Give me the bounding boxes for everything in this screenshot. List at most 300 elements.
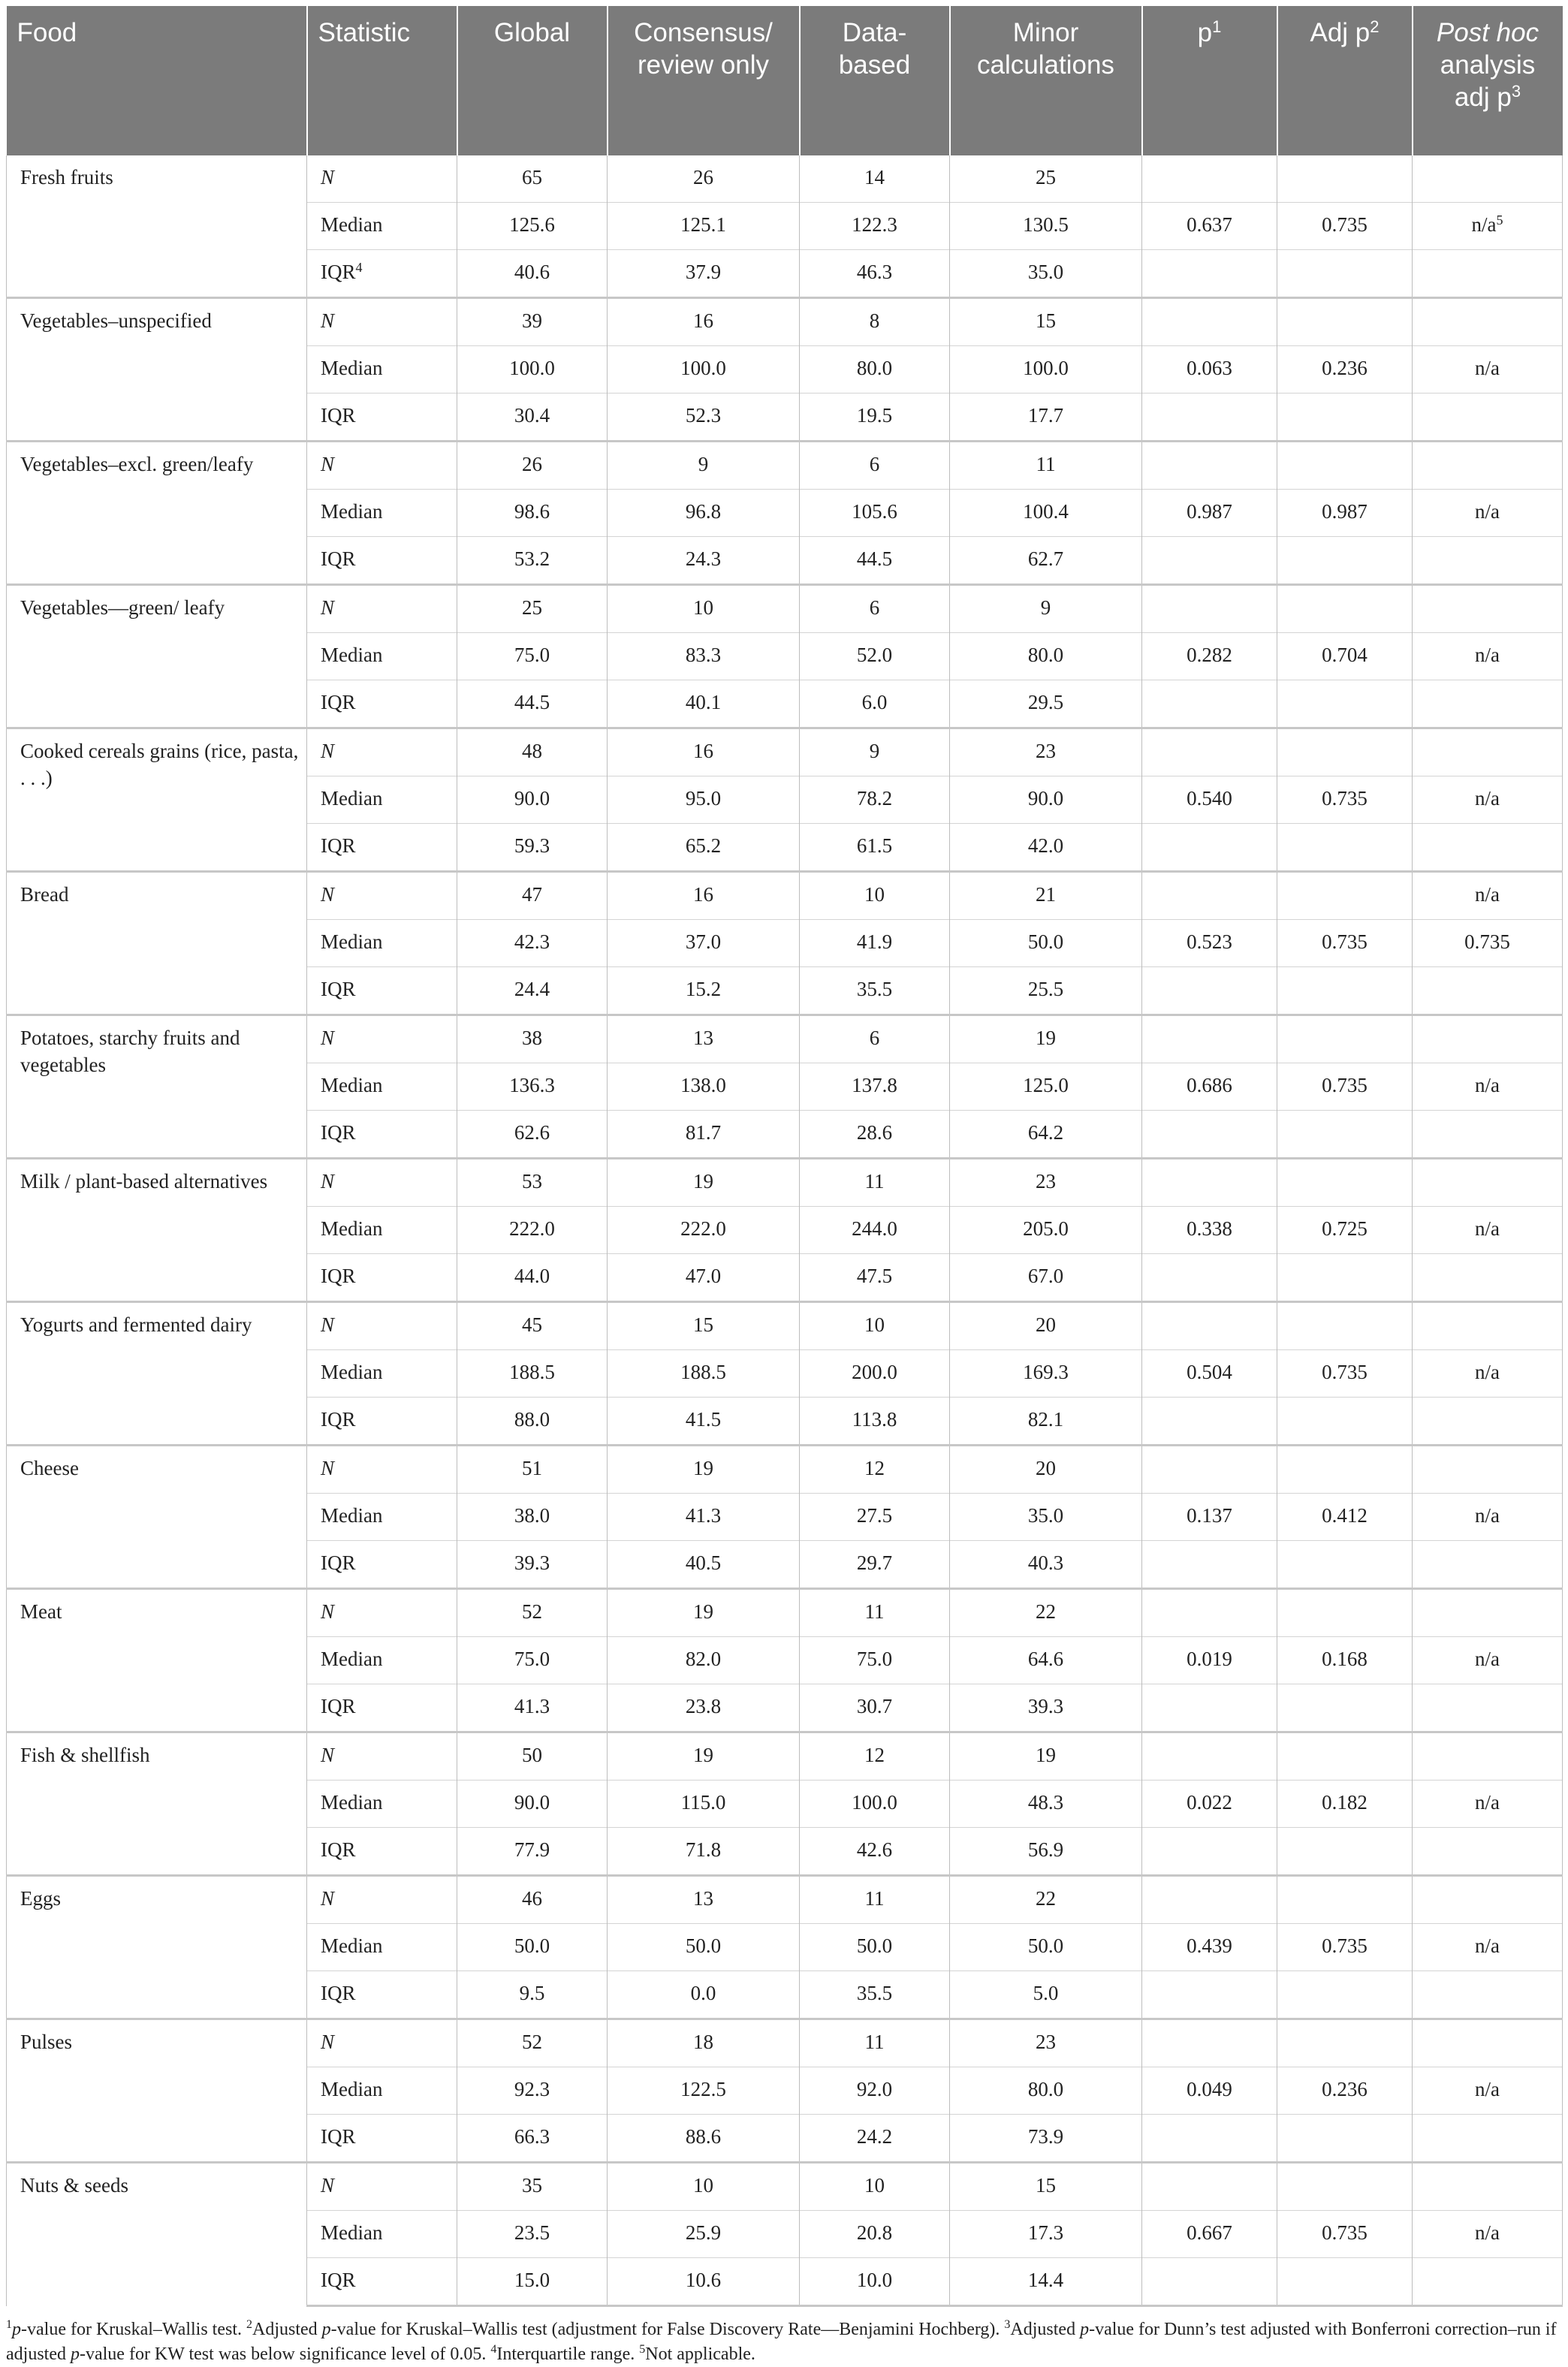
- minor-calc-value-cell: [950, 2258, 1142, 2306]
- global-value: 222.0: [509, 1217, 555, 1240]
- statistic-cell: [307, 633, 457, 680]
- data-based-value: 113.8: [852, 1408, 897, 1431]
- statistic-cell: [307, 250, 457, 298]
- data-based-value-cell: [800, 203, 950, 250]
- consensus-value: 16: [693, 740, 713, 762]
- adj-p-value-cell: [1277, 728, 1413, 776]
- data-based-value-cell: [800, 537, 950, 585]
- global-value-cell: [457, 1254, 608, 1302]
- data-based-value: 75.0: [856, 1648, 893, 1670]
- post-hoc-value-cell: [1413, 2258, 1563, 2306]
- statistic-cell: [307, 2115, 457, 2163]
- minor-calc-value-cell: [950, 1063, 1142, 1111]
- food-name-cell: [7, 1446, 307, 1589]
- consensus-value-cell: [608, 872, 800, 920]
- minor-calc-value-cell: [950, 1302, 1142, 1350]
- adj-p-value-cell: [1277, 1063, 1413, 1111]
- consensus-value: 25.9: [685, 2221, 722, 2244]
- global-value-cell: [457, 490, 608, 537]
- consensus-value-cell: [608, 2211, 800, 2258]
- statistic-label: IQR: [321, 1121, 356, 1144]
- minor-calc-value-cell: [950, 1350, 1142, 1398]
- data-based-value-cell: [800, 1015, 950, 1063]
- consensus-value-cell: [608, 728, 800, 776]
- p-value-cell: [1142, 203, 1277, 250]
- minor-calc-value-cell: [950, 1924, 1142, 1971]
- data-based-value-cell: [800, 1971, 950, 2019]
- minor-calc-value: 35.0: [1027, 1504, 1064, 1527]
- consensus-value-cell: [608, 155, 800, 203]
- global-value-cell: [457, 2258, 608, 2306]
- data-based-value-cell: [800, 776, 950, 824]
- minor-calc-value: 15: [1036, 2174, 1056, 2197]
- data-based-value: 29.7: [856, 1551, 893, 1574]
- adj-p-value: 0.735: [1322, 1934, 1367, 1957]
- global-value: 88.0: [514, 1408, 550, 1431]
- consensus-value-cell: [608, 537, 800, 585]
- data-based-value: 11: [864, 2031, 885, 2053]
- table-row: [7, 1015, 1563, 1063]
- table-row: [7, 1302, 1563, 1350]
- consensus-value: 19: [693, 1170, 713, 1193]
- global-value-cell: [457, 1732, 608, 1781]
- data-based-value-cell: [800, 872, 950, 920]
- table-row: [7, 1159, 1563, 1207]
- data-based-value-cell: [800, 1781, 950, 1828]
- post-hoc-value: n/a: [1475, 500, 1500, 523]
- minor-calc-value-cell: [950, 1589, 1142, 1637]
- global-value: 53.2: [514, 547, 550, 570]
- minor-calc-value-cell: [950, 2211, 1142, 2258]
- statistic-label: Median: [321, 1361, 383, 1383]
- global-value-cell: [457, 776, 608, 824]
- global-value: 48: [522, 740, 542, 762]
- post-hoc-value-cell: [1413, 585, 1563, 633]
- post-hoc-value-cell: [1413, 250, 1563, 298]
- data-based-value: 20.8: [856, 2221, 893, 2244]
- post-hoc-value-cell: [1413, 1924, 1563, 1971]
- minor-calc-value: 19: [1036, 1744, 1056, 1766]
- p-value: 0.504: [1187, 1361, 1232, 1383]
- statistic-label: Median: [321, 2078, 383, 2100]
- food-name: Fish & shellfish: [20, 1744, 150, 1766]
- post-hoc-value: n/a: [1475, 1648, 1500, 1670]
- adj-p-value-cell: [1277, 1254, 1413, 1302]
- statistic-label: N: [321, 596, 335, 619]
- footnote-text: -value for KW test was below significance level of 0.05.: [79, 2344, 491, 2364]
- post-hoc-value-cell: [1413, 2211, 1563, 2258]
- minor-calc-value: 17.3: [1027, 2221, 1064, 2244]
- consensus-value-cell: [608, 393, 800, 442]
- statistic-cell: [307, 872, 457, 920]
- table-row: [7, 2163, 1563, 2211]
- adj-p-value-cell: [1277, 1207, 1413, 1254]
- footnote-number: 4: [490, 2343, 497, 2356]
- consensus-value-cell: [608, 1302, 800, 1350]
- p-value-cell: [1142, 490, 1277, 537]
- consensus-value: 222.0: [680, 1217, 726, 1240]
- global-value-cell: [457, 2211, 608, 2258]
- post-hoc-value-cell: [1413, 203, 1563, 250]
- data-based-value: 52.0: [856, 644, 893, 666]
- global-value: 39.3: [514, 1551, 550, 1574]
- p-value-cell: [1142, 1924, 1277, 1971]
- data-based-value-cell: [800, 1111, 950, 1159]
- data-based-value: 61.5: [856, 834, 893, 857]
- global-value: 90.0: [514, 787, 550, 810]
- consensus-value-cell: [608, 633, 800, 680]
- global-value-cell: [457, 1398, 608, 1446]
- data-based-value-cell: [800, 1541, 950, 1589]
- statistic-cell: [307, 1446, 457, 1494]
- p-value-cell: [1142, 1302, 1277, 1350]
- post-hoc-value: n/a: [1475, 644, 1500, 666]
- global-value: 24.4: [514, 978, 550, 1000]
- consensus-value-cell: [608, 585, 800, 633]
- post-hoc-value-cell: [1413, 346, 1563, 393]
- consensus-value: 41.3: [685, 1504, 722, 1527]
- data-based-value-cell: [800, 680, 950, 728]
- global-value-cell: [457, 728, 608, 776]
- statistic-cell: [307, 490, 457, 537]
- data-based-value: 47.5: [856, 1265, 893, 1287]
- p-value: 0.540: [1187, 787, 1232, 810]
- statistic-label: IQR: [321, 547, 356, 570]
- data-based-value: 10: [864, 2174, 885, 2197]
- global-value: 66.3: [514, 2125, 550, 2148]
- consensus-value: 83.3: [685, 644, 722, 666]
- p-value-cell: [1142, 1446, 1277, 1494]
- food-name-cell: [7, 1159, 307, 1302]
- post-hoc-value: n/a: [1475, 787, 1500, 810]
- consensus-value-cell: [608, 2163, 800, 2211]
- minor-calc-value: 42.0: [1027, 834, 1064, 857]
- minor-calc-value: 9: [1040, 596, 1051, 619]
- consensus-value-cell: [608, 1207, 800, 1254]
- table-row: [7, 442, 1563, 490]
- post-hoc-value: n/a: [1475, 2078, 1500, 2100]
- minor-calc-value: 39.3: [1027, 1695, 1064, 1717]
- food-name-cell: [7, 585, 307, 728]
- adj-p-value-cell: [1277, 633, 1413, 680]
- adj-p-value-cell: [1277, 1350, 1413, 1398]
- minor-calc-value-cell: [950, 1015, 1142, 1063]
- footnote-pre: Adjusted: [1010, 2320, 1081, 2339]
- p-value-cell: [1142, 2019, 1277, 2067]
- minor-calc-value-cell: [950, 967, 1142, 1015]
- minor-calc-value: 5.0: [1033, 1982, 1059, 2004]
- adj-p-value-cell: [1277, 537, 1413, 585]
- header-adj-p-text: Adj p: [1310, 18, 1370, 47]
- adj-p-value-cell: [1277, 2019, 1413, 2067]
- p-value-cell: [1142, 1781, 1277, 1828]
- post-hoc-value: n/a: [1471, 213, 1497, 236]
- post-hoc-value: n/a: [1475, 1791, 1500, 1814]
- data-based-value: 80.0: [856, 357, 893, 379]
- adj-p-value-cell: [1277, 1637, 1413, 1684]
- statistic-cell: [307, 967, 457, 1015]
- header-post-hoc-italic: Post hoc: [1436, 18, 1539, 47]
- food-name: Cheese: [20, 1457, 79, 1479]
- consensus-value: 37.0: [685, 930, 722, 953]
- data-based-value: 28.6: [856, 1121, 893, 1144]
- statistic-cell: [307, 2019, 457, 2067]
- data-based-value-cell: [800, 1254, 950, 1302]
- global-value: 40.6: [514, 261, 550, 283]
- post-hoc-value-cell: [1413, 1159, 1563, 1207]
- global-value: 47: [522, 883, 542, 906]
- global-value-cell: [457, 1541, 608, 1589]
- global-value-cell: [457, 250, 608, 298]
- p-value: 0.019: [1187, 1648, 1232, 1670]
- minor-calc-value-cell: [950, 728, 1142, 776]
- data-based-value: 92.0: [856, 2078, 893, 2100]
- global-value: 9.5: [519, 1982, 545, 2004]
- footnote-text: Not applicable.: [645, 2344, 755, 2364]
- minor-calc-value-cell: [950, 1446, 1142, 1494]
- post-hoc-value-cell: [1413, 2163, 1563, 2211]
- adj-p-value: 0.735: [1322, 1074, 1367, 1096]
- data-based-value: 12: [864, 1744, 885, 1766]
- global-value: 62.6: [514, 1121, 550, 1144]
- statistic-label: N: [321, 309, 335, 332]
- header-adj-p-sup: 2: [1370, 17, 1380, 36]
- consensus-value-cell: [608, 1063, 800, 1111]
- food-name-cell: [7, 298, 307, 442]
- minor-calc-value-cell: [950, 1207, 1142, 1254]
- minor-calc-value-cell: [950, 537, 1142, 585]
- post-hoc-value-cell: [1413, 1732, 1563, 1781]
- statistic-label: N: [321, 2031, 335, 2053]
- food-name: Fresh fruits: [20, 166, 113, 188]
- global-value-cell: [457, 585, 608, 633]
- p-value: 0.338: [1187, 1217, 1232, 1240]
- global-value: 46: [522, 1887, 542, 1910]
- consensus-value: 10.6: [685, 2269, 722, 2291]
- consensus-value: 88.6: [685, 2125, 722, 2148]
- statistic-label: N: [321, 740, 335, 762]
- consensus-value-cell: [608, 1971, 800, 2019]
- adj-p-value-cell: [1277, 967, 1413, 1015]
- food-name: Cooked cereals grains (rice, pasta, . . .): [20, 740, 299, 789]
- global-value-cell: [457, 393, 608, 442]
- statistic-label: IQR: [321, 691, 356, 713]
- data-based-value: 8: [869, 309, 880, 332]
- p-value-cell: [1142, 2258, 1277, 2306]
- statistic-cell: [307, 1494, 457, 1541]
- post-hoc-value-cell: [1413, 1111, 1563, 1159]
- header-minor-calculations: Minor calculations: [950, 6, 1142, 155]
- global-value: 30.4: [514, 404, 550, 427]
- consensus-value: 23.8: [685, 1695, 722, 1717]
- minor-calc-value: 35.0: [1027, 261, 1064, 283]
- data-based-value-cell: [800, 1589, 950, 1637]
- p-value-cell: [1142, 920, 1277, 967]
- statistic-label: IQR: [321, 834, 356, 857]
- data-based-value-cell: [800, 585, 950, 633]
- consensus-value-cell: [608, 776, 800, 824]
- statistic-cell: [307, 155, 457, 203]
- consensus-value: 40.5: [685, 1551, 722, 1574]
- global-value: 53: [522, 1170, 542, 1193]
- global-value: 75.0: [514, 644, 550, 666]
- statistic-cell: [307, 920, 457, 967]
- consensus-value-cell: [608, 203, 800, 250]
- p-value: 0.667: [1187, 2221, 1232, 2244]
- consensus-value: 115.0: [680, 1791, 726, 1814]
- minor-calc-value-cell: [950, 633, 1142, 680]
- post-hoc-value-cell: [1413, 1207, 1563, 1254]
- adj-p-value: 0.236: [1322, 2078, 1367, 2100]
- global-value-cell: [457, 824, 608, 872]
- food-name-cell: [7, 1732, 307, 1876]
- minor-calc-value: 20: [1036, 1457, 1056, 1479]
- consensus-value-cell: [608, 250, 800, 298]
- minor-calc-value: 19: [1036, 1027, 1056, 1049]
- adj-p-value: 0.735: [1322, 1361, 1367, 1383]
- minor-calc-value-cell: [950, 824, 1142, 872]
- minor-calc-value-cell: [950, 1541, 1142, 1589]
- data-based-value: 41.9: [856, 930, 893, 953]
- data-based-value-cell: [800, 346, 950, 393]
- data-based-value-cell: [800, 1494, 950, 1541]
- post-hoc-value-cell: [1413, 298, 1563, 346]
- statistic-label: IQR: [321, 2269, 356, 2291]
- data-based-value: 9: [869, 740, 880, 762]
- minor-calc-value-cell: [950, 1111, 1142, 1159]
- data-based-value-cell: [800, 2067, 950, 2115]
- minor-calc-value-cell: [950, 1732, 1142, 1781]
- statistic-cell: [307, 1828, 457, 1876]
- p-value-cell: [1142, 1159, 1277, 1207]
- header-consensus: Consensus/ review only: [608, 6, 800, 155]
- data-based-value-cell: [800, 298, 950, 346]
- data-based-value: 200.0: [852, 1361, 897, 1383]
- header-post-hoc: [1413, 6, 1563, 155]
- post-hoc-value: n/a: [1475, 883, 1500, 906]
- consensus-value-cell: [608, 824, 800, 872]
- p-value-cell: [1142, 1063, 1277, 1111]
- minor-calc-value-cell: [950, 920, 1142, 967]
- post-hoc-value: n/a: [1475, 1074, 1500, 1096]
- adj-p-value: 0.725: [1322, 1217, 1367, 1240]
- adj-p-value-cell: [1277, 1494, 1413, 1541]
- p-value: 0.049: [1187, 2078, 1232, 2100]
- adj-p-value: 0.735: [1322, 930, 1367, 953]
- data-based-value: 6: [869, 1027, 880, 1049]
- post-hoc-value-cell: [1413, 155, 1563, 203]
- statistic-label: Median: [321, 787, 383, 810]
- data-based-value: 11: [864, 1600, 885, 1623]
- statistic-label-sup: 4: [355, 260, 363, 275]
- minor-calc-value: 22: [1036, 1887, 1056, 1910]
- p-value-cell: [1142, 2067, 1277, 2115]
- statistic-label: Median: [321, 213, 383, 236]
- minor-calc-value-cell: [950, 2115, 1142, 2163]
- p-value-cell: [1142, 250, 1277, 298]
- minor-calc-value: 205.0: [1023, 1217, 1069, 1240]
- table-row: [7, 585, 1563, 633]
- global-value: 100.0: [509, 357, 555, 379]
- minor-calc-value-cell: [950, 155, 1142, 203]
- adj-p-value: 0.182: [1322, 1791, 1367, 1814]
- consensus-value-cell: [608, 1111, 800, 1159]
- table-row: [7, 728, 1563, 776]
- consensus-value-cell: [608, 1159, 800, 1207]
- statistic-label: Median: [321, 1934, 383, 1957]
- global-value-cell: [457, 680, 608, 728]
- consensus-value: 47.0: [685, 1265, 722, 1287]
- consensus-value-cell: [608, 1254, 800, 1302]
- consensus-value: 26: [693, 166, 713, 188]
- post-hoc-value-cell: [1413, 490, 1563, 537]
- consensus-value-cell: [608, 680, 800, 728]
- global-value: 52: [522, 1600, 542, 1623]
- consensus-value-cell: [608, 1015, 800, 1063]
- statistic-cell: [307, 1971, 457, 2019]
- adj-p-value-cell: [1277, 1589, 1413, 1637]
- consensus-value: 10: [693, 2174, 713, 2197]
- minor-calc-value-cell: [950, 1398, 1142, 1446]
- consensus-value-cell: [608, 298, 800, 346]
- global-value-cell: [457, 1159, 608, 1207]
- table-row: [7, 2019, 1563, 2067]
- statistic-label: N: [321, 2174, 335, 2197]
- adj-p-value-cell: [1277, 442, 1413, 490]
- statistic-label: N: [321, 1887, 335, 1910]
- data-based-value-cell: [800, 1159, 950, 1207]
- p-value-cell: [1142, 155, 1277, 203]
- global-value-cell: [457, 1446, 608, 1494]
- post-hoc-value-cell: [1413, 680, 1563, 728]
- consensus-value-cell: [608, 1732, 800, 1781]
- consensus-value: 16: [693, 883, 713, 906]
- data-based-value: 137.8: [852, 1074, 897, 1096]
- footnote-number: 5: [639, 2343, 646, 2356]
- data-based-value: 19.5: [856, 404, 893, 427]
- adj-p-value-cell: [1277, 1732, 1413, 1781]
- global-value-cell: [457, 155, 608, 203]
- data-based-value-cell: [800, 1302, 950, 1350]
- data-based-value: 122.3: [852, 213, 897, 236]
- global-value-cell: [457, 1302, 608, 1350]
- global-value: 136.3: [509, 1074, 555, 1096]
- statistic-label: Median: [321, 930, 383, 953]
- food-name-cell: [7, 872, 307, 1015]
- data-based-value: 14: [864, 166, 885, 188]
- post-hoc-value-cell: [1413, 1494, 1563, 1541]
- consensus-value-cell: [608, 1541, 800, 1589]
- data-based-value: 50.0: [856, 1934, 893, 1957]
- statistic-label: N: [321, 1027, 335, 1049]
- data-based-value-cell: [800, 2258, 950, 2306]
- food-name-cell: [7, 2163, 307, 2306]
- minor-calc-value: 73.9: [1027, 2125, 1064, 2148]
- global-value-cell: [457, 346, 608, 393]
- minor-calc-value: 25: [1036, 166, 1056, 188]
- global-value-cell: [457, 1494, 608, 1541]
- minor-calc-value: 82.1: [1027, 1408, 1064, 1431]
- footnote-number: 1: [6, 2318, 12, 2331]
- post-hoc-value: n/a: [1475, 1504, 1500, 1527]
- consensus-value-cell: [608, 442, 800, 490]
- food-name: Potatoes, starchy fruits and vegetables: [20, 1027, 240, 1076]
- adj-p-value: 0.735: [1322, 213, 1367, 236]
- p-value-cell: [1142, 2163, 1277, 2211]
- global-value: 15.0: [514, 2269, 550, 2291]
- header-p: [1142, 6, 1277, 155]
- global-value: 23.5: [514, 2221, 550, 2244]
